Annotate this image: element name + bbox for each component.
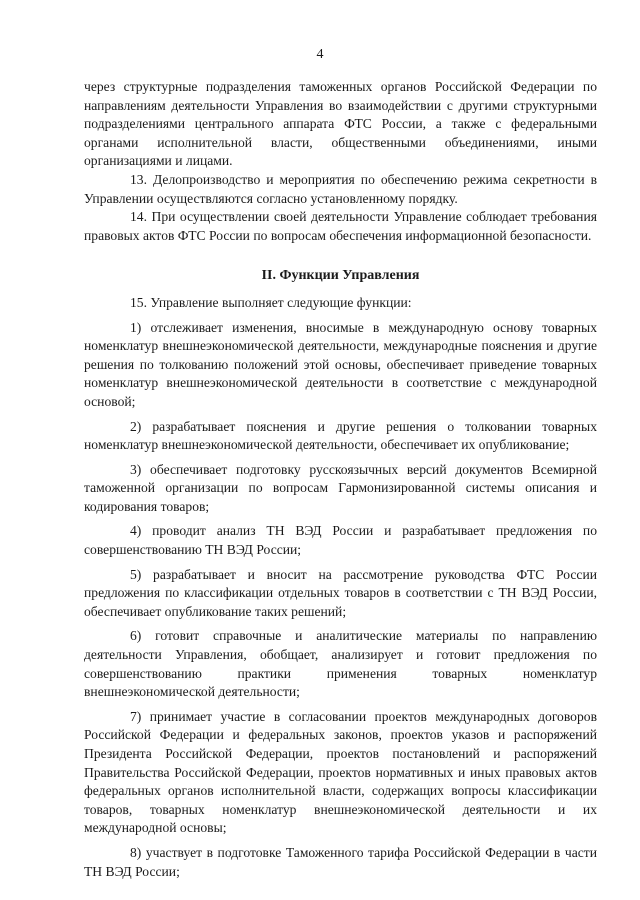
function-item-6: 6) готовит справочные и аналитические материалы по направлению деятельности Управления, обобщает, анализирует и готовит предложения по совершенствованию практики применения товарных номенклатур внешнеэкономической деятельности;	[84, 628, 597, 700]
function-item-4: 4) проводит анализ ТН ВЭД России и разрабатывает предложения по совершенствованию ТН ВЭД России;	[84, 523, 597, 558]
function-item-5: 5) разрабатывает и вносит на рассмотрение руководства ФТС России предложения по классификации отдельных товаров в соответствии с ТН ВЭД России, обеспечивает опубликование таких решений;	[84, 566, 597, 619]
paragraph-14: 14. При осуществлении своей деятельности Управление соблюдает требования правовых актов ФТС России по вопросам обеспечения информационной безопасности.	[84, 209, 597, 243]
paragraph-15-intro: 15. Управление выполняет следующие функции:	[130, 294, 412, 310]
function-item-1: 1) отслеживает изменения, вносимые в международную основу товарных номенклатур внешнеэкономической деятельности, международные пояснения и другие решения по толкованию положений этой основы, обеспечивает приведение товарных номенклатур внешнеэкономической деятельности в соответствие с международной основой;	[84, 319, 597, 409]
function-item-8: 8) участвует в подготовке Таможенного тарифа Российской Федерации в части ТН ВЭД России;	[84, 844, 597, 879]
document-body	[84, 78, 597, 881]
paragraph-continuation: через структурные подразделения таможенных органов Российской Федерации по направлениям деятельности Управления во взаимодействии с другими структурными подразделениями центрального аппарата ФТС России, а также с федеральными органами исполнительной власти, общественными объединениями, иными организациями и лицами.	[84, 79, 597, 169]
function-item-3: 3) обеспечивает подготовку русскоязычных версий документов Всемирной таможенной организации по вопросам Гармонизированной системы описания и кодирования товаров;	[84, 461, 597, 514]
function-item-2: 2) разрабатывает пояснения и другие решения о толковании товарных номенклатур внешнеэкономической деятельности, обеспечивает их опубликование;	[84, 418, 597, 453]
paragraph-13: 13. Делопроизводство и мероприятия по обеспечению режима секретности в Управлении осуществляются согласно установленному порядку.	[84, 171, 597, 206]
page-number: 4	[316, 47, 324, 62]
function-item-7: 7) принимает участие в согласовании проектов международных договоров Российской Федерации и федеральных законов, проектов указов и распоряжений Президента Российской Федерации, проектов постановлений и распоряжений Правительства Российской Федерации, проектов нормативных и иных правовых актов федеральных органов исполнительной власти, содержащих вопросы классификации товаров, товарных номенклатур внешнеэкономической деятельности и их международной основы;	[84, 708, 597, 836]
section-heading: II. Функции Управления	[261, 268, 420, 284]
